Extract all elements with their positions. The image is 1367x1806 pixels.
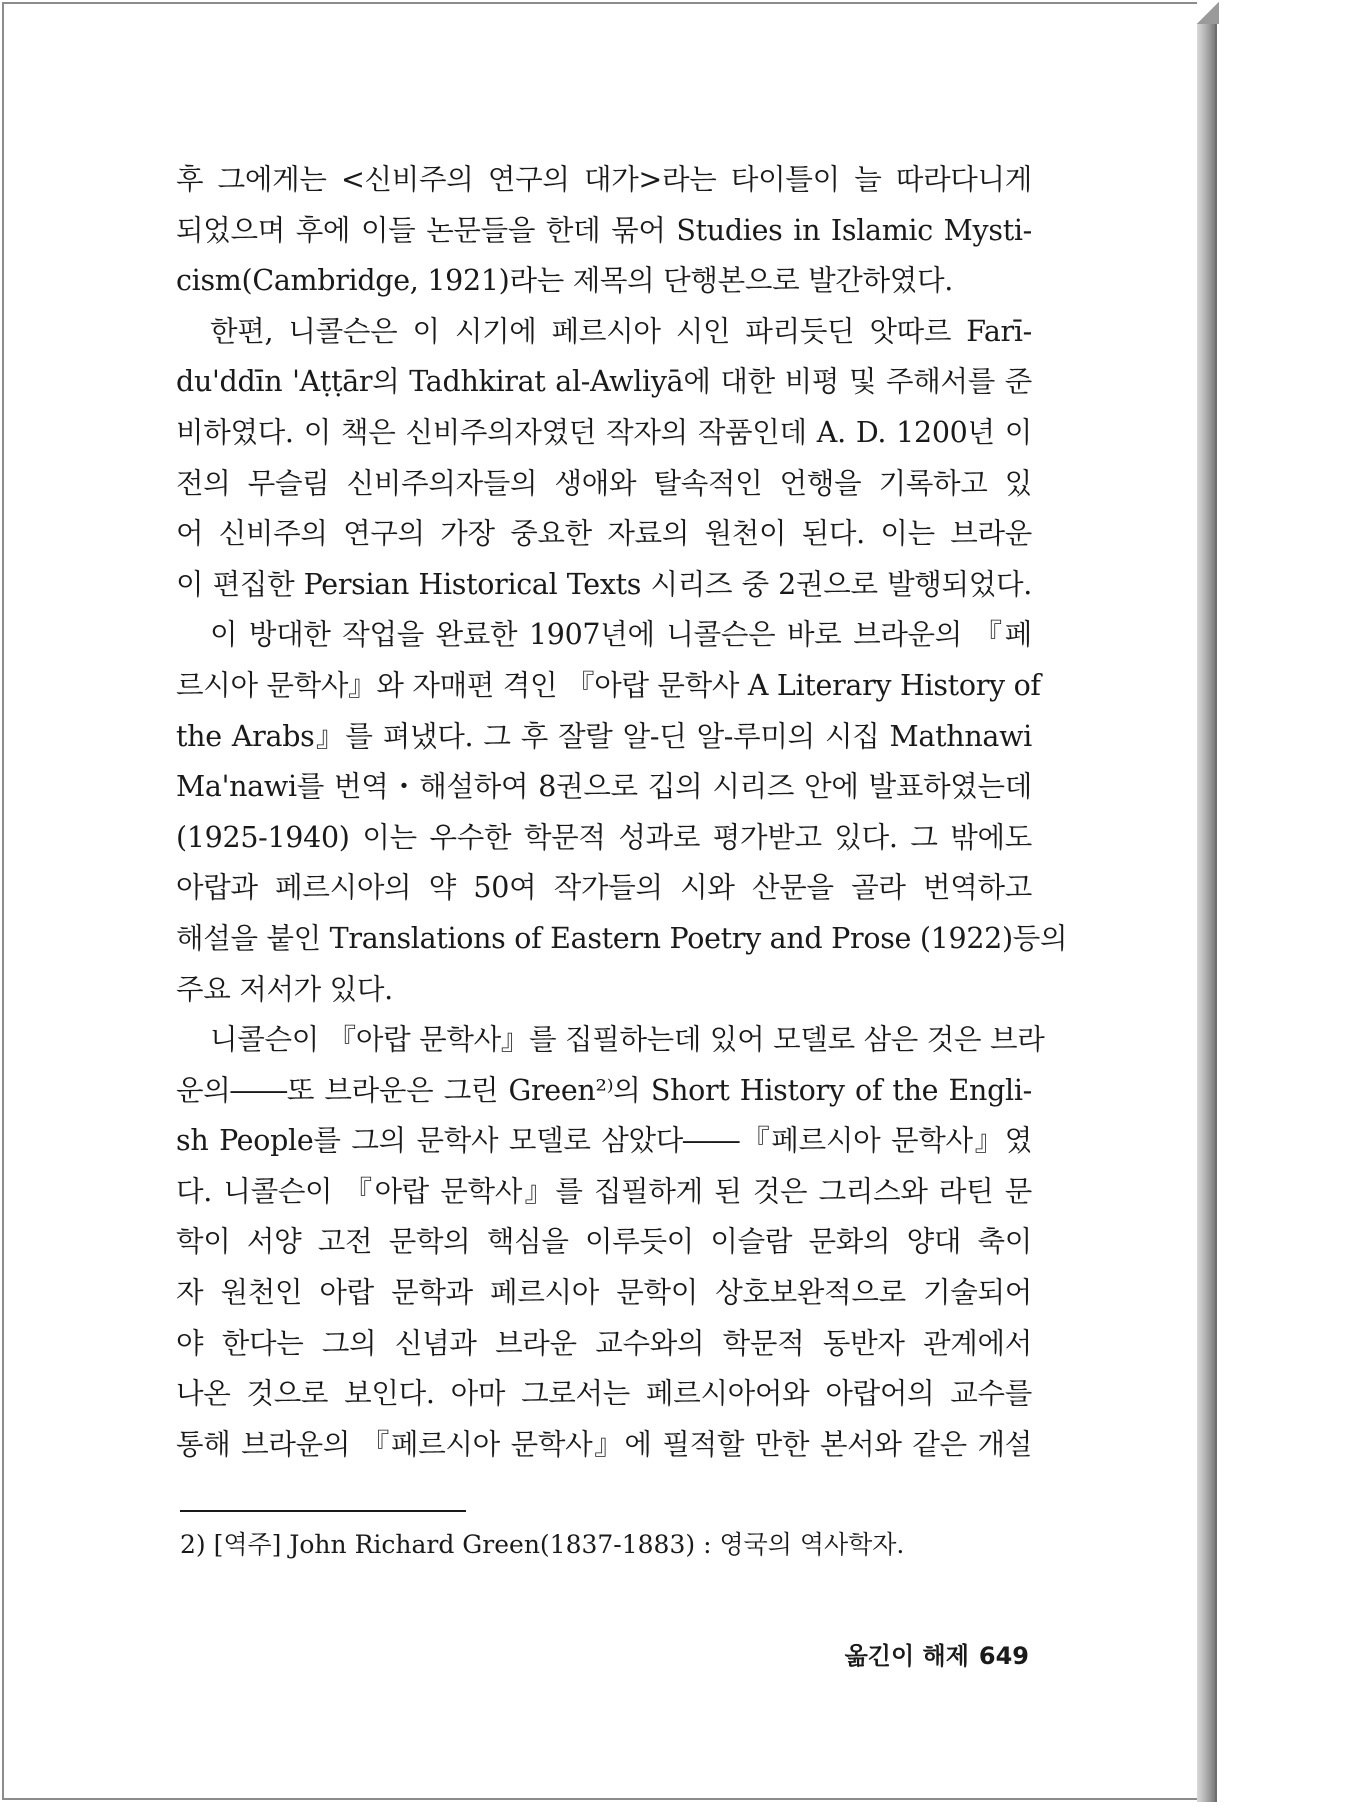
footnote-divider xyxy=(180,1510,466,1512)
text-line: du'ddīn 'Aṭṭār의 Tadhkirat al-Awliyā에 대한 비평 및 주해서를 준 xyxy=(176,365,1032,399)
body-text xyxy=(176,155,1068,1470)
text-line: 비하였다. 이 책은 신비주의자였던 작자의 작품인데 A. D. 1200년 이 xyxy=(176,415,1032,449)
text-line: 르시아 문학사』와 자매편 격인 『아랍 문학사 A Literary History of xyxy=(176,668,1041,702)
text-line: Ma'nawi를 번역・해설하여 8권으로 깁의 시리즈 안에 발표하였는데 xyxy=(176,770,1032,804)
page-edge-shadow xyxy=(1197,4,1217,1802)
text-line: 니콜슨이 『아랍 문학사』를 집필하는데 있어 모델로 삼은 것은 브라 xyxy=(210,1023,1045,1057)
text-line: 어 신비주의 연구의 가장 중요한 자료의 원천이 된다. 이는 브라운 xyxy=(176,517,1032,551)
text-line: the Arabs』를 펴냈다. 그 후 잘랄 알-딘 알-루미의 시집 Mathnawi xyxy=(176,719,1032,753)
text-line: cism(Cambridge, 1921)라는 제목의 단행본으로 발간하였다. xyxy=(176,264,953,298)
text-line: 이 방대한 작업을 완료한 1907년에 니콜슨은 바로 브라운의 『페 xyxy=(210,618,1032,652)
text-line: 전의 무슬림 신비주의자들의 생애와 탈속적인 언행을 기록하고 있 xyxy=(176,466,1032,500)
running-footer-title: 옮긴이 해제 xyxy=(844,1642,969,1670)
text-line: sh People를 그의 문학사 모델로 삼았다――『페르시아 문학사』였 xyxy=(176,1124,1032,1158)
page-corner xyxy=(1197,2,1219,24)
text-line: (1925-1940) 이는 우수한 학문적 성과로 평가받고 있다. 그 밖에도 xyxy=(176,820,1032,854)
footnote: 2) [역주] John Richard Green(1837-1883) : 영국의 역사학자. xyxy=(180,1530,905,1559)
text-line: 학이 서양 고전 문학의 핵심을 이루듯이 이슬람 문화의 양대 축이 xyxy=(176,1225,1032,1259)
text-line: 후 그에게는 <신비주의 연구의 대가>라는 타이틀이 늘 따라다니게 xyxy=(176,163,1032,196)
text-line: 이 편집한 Persian Historical Texts 시리즈 중 2권으로 발행되었다. xyxy=(176,567,1032,601)
text-line: 해설을 붙인 Translations of Eastern Poetry and Prose (1922)등의 xyxy=(176,921,1068,955)
text-line: 자 원천인 아랍 문학과 페르시아 문학이 상호보완적으로 기술되어 xyxy=(176,1276,1032,1310)
page-number: 649 xyxy=(978,1642,1029,1670)
text-line: 통해 브라운의 『페르시아 문학사』에 필적할 만한 본서와 같은 개설 xyxy=(176,1427,1032,1461)
text-line: 다. 니콜슨이 『아랍 문학사』를 집필하게 된 것은 그리스와 라틴 문 xyxy=(176,1174,1032,1208)
text-line: 되었으며 후에 이들 논문들을 한데 묶어 Studies in Islamic Mysti- xyxy=(176,213,1032,247)
text-line: 나온 것으로 보인다. 아마 그로서는 페르시아어와 아랍어의 교수를 xyxy=(176,1377,1032,1411)
text-line: 한편, 니콜슨은 이 시기에 페르시아 시인 파리듯딘 앗따르 Farī- xyxy=(210,314,1032,348)
text-line: 주요 저서가 있다. xyxy=(176,972,393,1006)
text-line: 운의――또 브라운은 그린 Green²⁾의 Short History of the Engli- xyxy=(176,1073,1032,1107)
text-line: 야 한다는 그의 신념과 브라운 교수와의 학문적 동반자 관계에서 xyxy=(176,1326,1032,1360)
text-line: 아랍과 페르시아의 약 50여 작가들의 시와 산문을 골라 번역하고 xyxy=(176,871,1032,905)
page-footer xyxy=(835,1636,1029,1676)
